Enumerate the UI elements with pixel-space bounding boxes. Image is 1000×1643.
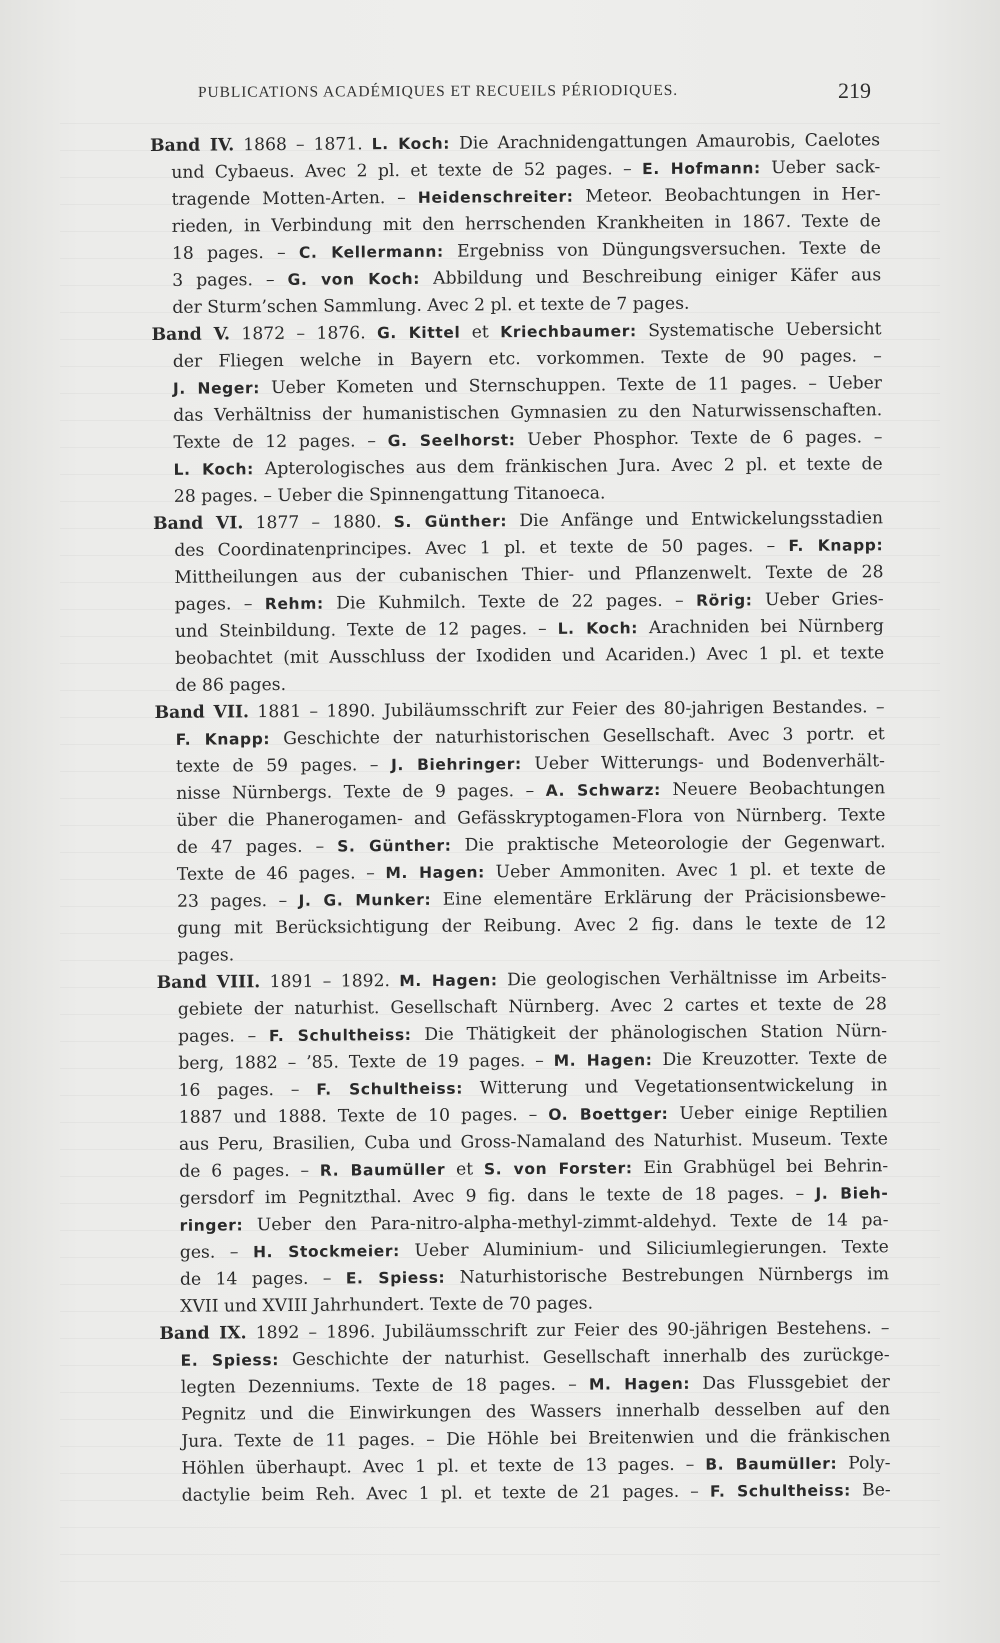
line-text: und Cybaeus. Avec 2 pl. et texte de 52 pages. – xyxy=(171,159,643,183)
line-text: 1887 und 1888. Texte de 10 pages. – xyxy=(178,1104,549,1128)
line-text: ges. – xyxy=(179,1242,254,1263)
author-name: B. Baumüller: xyxy=(705,1454,838,1474)
line-text: pages. xyxy=(177,945,235,966)
band-label: Band VI. xyxy=(152,513,244,534)
line-text: Die Arachnidengattungen Amaurobis, Caelotes xyxy=(449,130,881,154)
author-name: J. Neger: xyxy=(172,379,261,398)
line-text: Pegnitz und die Einwirkungen des Wassers innerhalb desselben auf den xyxy=(180,1399,891,1425)
line-text: Ueber Kometen und Sternschuppen. Texte de 11 pages. – Ueber xyxy=(259,373,883,399)
line-text: das Verhältniss der humanistischen Gymnasien zu den Naturwissenschaften. xyxy=(173,400,883,426)
line-text: Die geologischen Verhältnisse im Arbeits- xyxy=(497,967,887,991)
band-label: Band VIII. xyxy=(156,972,261,993)
line-text: Eine elementäre Erklärung der Präcisionsbewe- xyxy=(431,886,887,910)
line-text: legten Dezenniums. Texte de 18 pages. – xyxy=(180,1374,590,1398)
line-text: pages. – xyxy=(178,1026,270,1047)
line-text: de 47 pages. – xyxy=(176,836,338,858)
line-text: 1868 – 1871. xyxy=(234,134,372,156)
author-name: H. Stockmeier: xyxy=(252,1242,400,1262)
band-label: Band IV. xyxy=(150,135,235,156)
line-text: 28 pages. – Ueber die Spinnengattung Titanoeca. xyxy=(173,483,606,507)
author-name: E. Spiess: xyxy=(345,1268,446,1288)
author-name: L. Koch: xyxy=(371,134,451,154)
line-text: de 86 pages. xyxy=(175,674,287,696)
author-name: G. Seelhorst: xyxy=(387,431,516,451)
line-text: Die Thätigkeit der phänologischen Station Nürn- xyxy=(411,1021,888,1045)
line-text: 1881 – 1890. Jubiläumsschrift zur Feier des 80-jahrigen Bestandes. – xyxy=(248,697,885,723)
line-text: gebiete der naturhist. Gesellschaft Nürnberg. Avec 2 cartes et texte de 28 xyxy=(177,994,887,1020)
line-text: Meteor. Beobachtungen in Her- xyxy=(573,184,881,207)
line-text: Naturhistorische Bestrebungen Nürnbergs im xyxy=(445,1264,890,1288)
line-text: Die Kreuzotter. Texte de xyxy=(652,1048,888,1071)
author-name: Rörig: xyxy=(696,591,753,610)
author-name: S. von Forster: xyxy=(483,1159,633,1179)
line-text: Systematische Uebersicht xyxy=(636,319,882,342)
line-text: 3 pages. – xyxy=(172,269,288,291)
author-name: Heidenschreiter: xyxy=(417,187,574,207)
author-name: M. Hagen: xyxy=(385,863,486,883)
line-text: beobachtet (mit Ausschluss der Ixodiden und Acariden.) Avec 1 pl. et texte xyxy=(175,643,885,669)
author-name: C. Kellermann: xyxy=(298,242,444,262)
line-text: Apterologisches aus dem fränkischen Jura. Avec 2 pl. et texte de xyxy=(253,454,883,480)
line-text: Jura. Texte de 11 pages. – Die Höhle bei Breitenwien und die fränkischen xyxy=(181,1426,891,1452)
author-name: M. Hagen: xyxy=(399,971,498,991)
line-text: Ueber den Para-nitro-alpha-methyl-zimmt-aldehyd. Texte de 14 pa- xyxy=(243,1210,889,1236)
author-name: L. Koch: xyxy=(557,619,639,638)
line-text: gersdorf im Pegnitzthal. Avec 9 fig. dans le texte de 18 pages. – xyxy=(179,1183,816,1209)
band-label: Band V. xyxy=(151,324,231,345)
line-text: XVII und XVIII Jahrhundert. Texte de 70 pages. xyxy=(180,1293,594,1317)
author-name: F. Schultheiss: xyxy=(268,1025,412,1046)
line-text: rieden, in Verbindung mit den herrschenden Krankheiten in 1867. Texte de xyxy=(171,211,881,237)
author-name: Kriechbaumer: xyxy=(500,322,637,342)
line-text: und Steinbildung. Texte de 12 pages. – xyxy=(174,618,558,642)
author-name: S. Günther: xyxy=(393,512,508,532)
text-line xyxy=(161,1477,891,1510)
line-text: Be- xyxy=(850,1480,891,1501)
page-number: 219 xyxy=(838,78,871,103)
line-text: 18 pages. – xyxy=(171,242,300,264)
author-name: F. Schultheiss: xyxy=(316,1079,464,1099)
line-text: Ueber Aluminium- und Siliciumlegierungen. Texte xyxy=(399,1237,889,1262)
line-text: gung mit Berücksichtigung der Reibung. Avec 2 fig. dans le texte de 12 xyxy=(177,913,887,939)
line-text: 1877 – 1880. xyxy=(243,512,394,534)
author-name: J. Bieh- xyxy=(815,1184,889,1203)
author-name: L. Koch: xyxy=(173,460,254,479)
line-text: Witterung und Vegetationsentwickelung in xyxy=(462,1075,888,1099)
band-label: Band VII. xyxy=(154,702,250,723)
author-name: F. Schultheiss: xyxy=(709,1481,852,1501)
line-text: der Sturm’schen Sammlung. Avec 2 pl. et texte de 7 pages. xyxy=(172,293,690,318)
line-text: 23 pages. – xyxy=(176,890,299,912)
line-text: Mittheilungen aus der cubanischen Thier- und Pflanzenwelt. Texte de 28 xyxy=(174,562,884,588)
line-text: Geschichte der naturhist. Gesellschaft innerhalb des zurückge- xyxy=(278,1345,890,1371)
line-text: Ueber Gries- xyxy=(752,589,884,611)
author-name: E. Spiess: xyxy=(180,1351,280,1370)
line-text: nisse Nürnbergs. Texte de 9 pages. – xyxy=(176,780,546,804)
author-name: A. Schwarz: xyxy=(545,781,661,800)
author-name: Rehm: xyxy=(264,594,324,614)
line-text: des Coordinatenprincipes. Avec 1 pl. et texte de 50 pages. – xyxy=(174,535,789,561)
line-text: Ueber einige Reptilien xyxy=(668,1102,888,1124)
line-text: Geschichte der naturhistorischen Gesellschaft. Avec 3 portr. et xyxy=(270,724,885,750)
text-line xyxy=(159,1261,889,1294)
text-line xyxy=(151,262,881,295)
line-text: Ueber sack- xyxy=(760,157,881,179)
author-name: ringer: xyxy=(179,1216,244,1235)
line-text: der Fliegen welche in Bayern etc. vorkommen. Texte de 90 pages. – xyxy=(172,346,882,372)
text-line xyxy=(153,451,883,484)
line-text: et xyxy=(445,1159,485,1180)
line-text: 16 pages. – xyxy=(178,1079,317,1101)
line-text: Neuere Beobachtungen xyxy=(660,778,886,801)
author-name: M. Hagen: xyxy=(588,1374,691,1394)
line-text: Ueber Witterungs- und Bodenverhält- xyxy=(521,751,886,775)
line-text: berg, 1882 – ’85. Texte de 19 pages. – xyxy=(178,1050,554,1074)
author-name: G. Kittel xyxy=(376,323,461,343)
line-text: Ueber Ammoniten. Avec 1 pl. et texte de xyxy=(484,859,886,883)
line-text: Ein Grabhügel bei Behrin- xyxy=(632,1156,889,1179)
line-text: de 6 pages. – xyxy=(179,1160,320,1182)
line-text: 1892 – 1896. Jubiläumsschrift zur Feier des 90-jährigen Bestehens. – xyxy=(246,1318,890,1344)
author-name: E. Hofmann: xyxy=(642,159,761,179)
line-text: Abbildung und Beschreibung einiger Käfer aus xyxy=(419,265,882,289)
line-text: dactylie beim Reh. Avec 1 pl. et texte de 21 pages. – xyxy=(181,1481,711,1506)
author-name: J. Biehringer: xyxy=(391,755,522,775)
author-name: F. Knapp: xyxy=(175,730,271,749)
running-title: PUBLICATIONS ACADÉMIQUES ET RECUEILS PÉRIODIQUES. xyxy=(197,81,679,101)
line-text: Die Anfänge und Entwickelungsstadien xyxy=(507,508,884,532)
line-text: Arachniden bei Nürnberg xyxy=(637,616,884,639)
line-text: aus Peru, Brasilien, Cuba und Gross-Namaland des Naturhist. Museum. Texte xyxy=(178,1129,889,1155)
line-text: Die praktische Meteorologie der Gegenwart. xyxy=(451,832,886,856)
running-head xyxy=(0,78,1000,108)
line-text: tragende Motten-Arten. – xyxy=(171,187,418,210)
line-text: Ueber Phosphor. Texte de 6 pages. – xyxy=(515,427,883,451)
line-text: Die Kuhmilch. Texte de 22 pages. – xyxy=(323,590,697,614)
line-text: 1872 – 1876. xyxy=(229,323,378,345)
line-text: Texte de 46 pages. – xyxy=(176,863,386,885)
author-name: R. Baumüller xyxy=(319,1160,446,1180)
band-label: Band IX. xyxy=(159,1323,247,1344)
line-text: über die Phanerogamen- and Gefässkryptogamen-Flora von Nürnberg. Texte xyxy=(176,805,886,831)
line-text: et xyxy=(460,322,501,343)
line-text: texte de 59 pages. – xyxy=(175,755,392,777)
line-text: Poly- xyxy=(837,1453,891,1474)
line-text: Ergebniss von Düngungsversuchen. Texte de xyxy=(443,238,882,262)
author-name: S. Günther: xyxy=(337,836,452,856)
line-text: Höhlen überhaupt. Avec 1 pl. et texte de 13 pages. – xyxy=(181,1454,706,1479)
author-name: F. Knapp: xyxy=(788,536,884,555)
line-text: Texte de 12 pages. – xyxy=(173,431,388,453)
author-name: O. Boettger: xyxy=(548,1104,669,1124)
author-name: M. Hagen: xyxy=(553,1051,653,1070)
publication-list xyxy=(150,127,891,1510)
text-line xyxy=(156,910,886,943)
text-line xyxy=(154,640,884,673)
line-text: Das Flussgebiet der xyxy=(690,1372,890,1394)
line-text: 1891 – 1892. xyxy=(260,971,400,993)
line-text: pages. – xyxy=(174,594,265,615)
author-name: G. von Koch: xyxy=(287,269,421,289)
line-text: de 14 pages. – xyxy=(179,1268,346,1290)
author-name: J. G. Munker: xyxy=(298,890,432,910)
